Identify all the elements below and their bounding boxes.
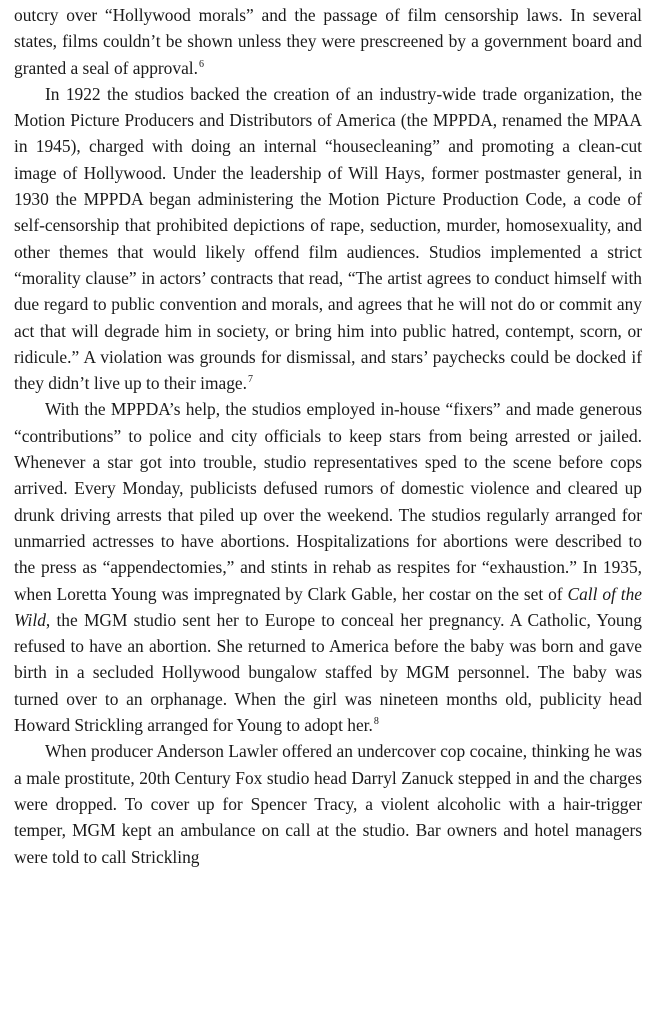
paragraph-3-text-part-2: , the MGM studio sent her to Europe to conceal her pregnancy. A Catholic, Young refused to have an abortion. She returned to America before the baby was born and gave birth in a secluded Hollywood bungalow staffed by MGM personnel. The baby was turned over to an orphanage. When the girl was nineteen months old, publicity head Howard Strickling arranged for Young to adopt her. <box>14 609 642 736</box>
footnote-marker-6: 6 <box>198 58 204 70</box>
paragraph-2 <box>14 81 642 397</box>
paragraph-2-text: In 1922 the studios backed the creation of an industry-wide trade organization, the Motion Picture Producers and Distributors of America (the MPPDA, renamed the MPAA in 1945), charged with doing an internal “housecleaning” and promoting a clean-cut image of Hollywood. Under the leadership of Will Hays, former postmaster general, in 1930 the MPPDA began administering the Motion Picture Production Code, a code of self-censorship that prohibited depictions of rape, seduction, murder, homosexuality, and other themes that would likely offend film audiences. Studios implemented a strict “morality clause” in actors’ contracts that read, “The artist agrees to conduct himself with due regard to public convention and morals, and agrees that he will not do or commit any act that will degrade him in society, or bring him into public hatred, contempt, scorn, or ridicule.” A violation was grounds for dismissal, and stars’ paychecks could be docked if they didn’t live up to their image. <box>14 83 642 394</box>
paragraph-1 <box>14 2 642 81</box>
paragraph-4-text: When producer Anderson Lawler offered an undercover cop cocaine, thinking he was a male prostitute, 20th Century Fox studio head Darryl Zanuck stepped in and the charges were dropped. To cover up for Spencer Tracy, a violent alcoholic with a hair-trigger temper, MGM kept an ambulance on call at the studio. Bar owners and hotel managers were told to call Strickling <box>14 741 642 867</box>
paragraph-3 <box>14 396 642 738</box>
paragraph-4 <box>14 738 642 869</box>
paragraph-3-text-part-1: With the MPPDA’s help, the studios employed in-house “fixers” and made generous “contributions” to police and city officials to keep stars from being arrested or jailed. Whenever a star got into trouble, studio representatives sped to the scene before cops arrived. Every Monday, publicists defused rumors of domestic violence and cleared up drunk driving arrests that piled up over the weekend. The studios regularly arranged for unmarried actresses to have abortions. Hospitalizations for abortions were described to the press as “appendectomies,” and stints in rehab as respites for “exhaustion.” In 1935, when Loretta Young was impregnated by Clark Gable, her costar on the set of <box>14 399 642 604</box>
book-page <box>14 2 642 870</box>
paragraph-1-text: outcry over “Hollywood morals” and the passage of film censorship laws. In several states, films couldn’t be shown unless they were prescreened by a government board and granted a seal of approval. <box>14 5 642 78</box>
film-title-call-of-the-wild: Call of the Wild <box>14 583 642 630</box>
footnote-marker-8: 8 <box>373 716 379 728</box>
footnote-marker-7: 7 <box>247 374 253 386</box>
